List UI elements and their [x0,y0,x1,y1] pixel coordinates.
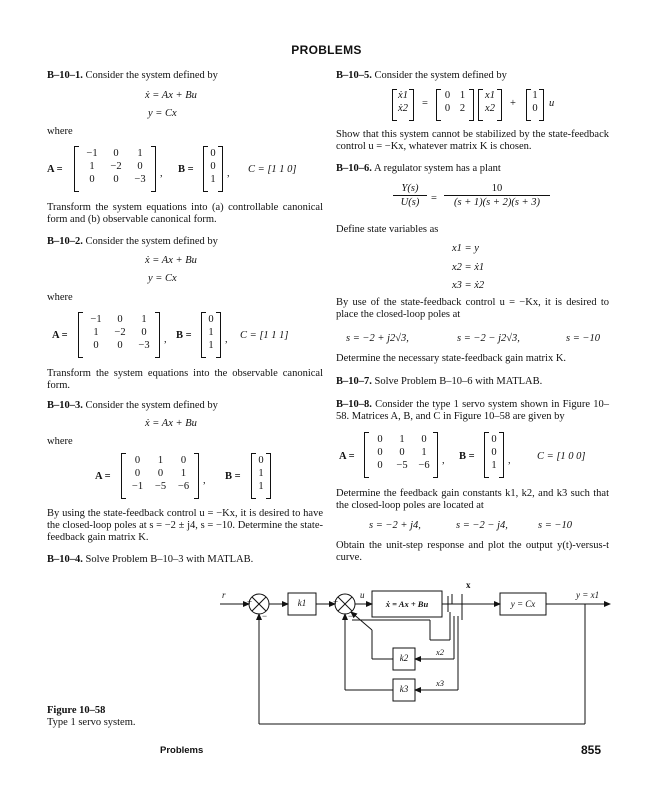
matrix-c: C = [1 1 0] [248,164,297,175]
label-output: y = Cx [510,599,536,609]
matrix-cell: 0 [210,148,216,159]
label-x2: x2 [436,647,445,657]
matrix-cell: 0 [399,447,405,458]
where-label: where [47,126,73,137]
problem-label: B–10–1. [47,70,83,81]
matrix-cell: 0 [532,103,538,114]
problem-body: Transform the system equations into (a) controllable canonical form and (b) observable canonical form. [47,202,323,226]
matrix-cell: 0 [444,90,451,101]
matrix-cell: 1 [399,434,405,445]
matrix-cell: 0 [137,161,143,172]
matrix-cell: 0 [377,447,383,458]
sign-minus-2: − [348,611,354,621]
problem-label: B–10–3. [47,400,83,411]
tf-rhs-denominator: (s + 1)(s + 2)(s + 3) [454,197,540,208]
sign-plus-2: + [333,597,339,607]
matrix-cell: 0 [377,460,383,471]
problem-body: Consider the type 1 servo system shown in Figure 10–58. Matrices A, B, and C in Figure 10–58 are given by [336,399,610,423]
problem-label: B–10–8. [336,399,372,410]
matrix-cell: 1 [491,460,497,471]
label-k2: k2 [399,653,409,663]
vector-cell: ẋ1 [398,90,408,101]
label-y: y = x1 [576,590,600,600]
problem-intro: Consider the system defined by [85,70,218,81]
matrix-c: C = [1 1 1] [240,330,289,341]
label-r: r [222,590,226,600]
problem-body-2: Determine the feedback gain constants k1, k2, and k3 such that the closed-loop poles are located at [336,488,609,512]
matrix-cell: 1 [141,314,147,325]
label-k3: k3 [399,684,409,694]
matrix-cell: −6 [177,481,190,492]
matrix-cell: 0 [491,434,497,445]
matrix-cell: 0 [93,340,99,351]
vector-cell: x1 [485,90,495,101]
problem-text: Solve Problem B–10–3 with MATLAB. [85,554,254,565]
matrix-cell: 1 [180,468,187,479]
problem-intro: Consider the system defined by [85,400,218,411]
state-definition: x3 = ẋ2 [452,280,485,291]
matrix-cell: 1 [89,161,95,172]
matrix-cell: 0 [134,455,141,466]
state-equation: ẋ = Ax + Bu [145,418,197,429]
matrix-cell: 0 [421,434,427,445]
figure-caption-title: Figure 10–58 [47,705,106,716]
matrix-cell: −6 [418,460,430,471]
pole: s = −10 [538,520,573,531]
matrix-cell: 1 [93,327,99,338]
tf-rhs-numerator: 10 [444,183,550,196]
label-x: x [466,580,471,590]
matrix-cell: 0 [377,434,383,445]
pole: s = −10 [566,333,601,344]
matrix-a-label: A = [52,330,68,341]
problem-text: Solve Problem B–10–6 with MATLAB. [374,376,543,387]
matrix-cell: 0 [180,455,187,466]
matrix-cell: 1 [157,455,164,466]
vector-cell: x2 [485,103,495,114]
matrix-cell: −5 [396,460,408,471]
label-x3: x3 [436,678,445,688]
matrix-cell: 0 [258,455,264,466]
matrix-b-label: B = [176,330,192,341]
problem-label: B–10–5. [336,70,372,81]
sign-plus-1: + [247,597,253,607]
problem-body-3: Obtain the unit-step response and plot the output y(t)-versus-t curve. [336,540,609,564]
state-definition: x2 = ẋ1 [452,262,485,273]
matrix-cell: 0 [491,447,497,458]
label-plant: ẋ = Ax + Bu [385,599,429,609]
matrix-cell: 0 [210,161,216,172]
matrix-cell: −3 [134,174,146,185]
matrix-b-label: B = [459,451,475,462]
matrix-cell: −1 [90,314,102,325]
matrix-b-label: B = [225,471,241,482]
vector-cell: ẋ2 [398,103,408,114]
label-k1: k1 [297,598,307,608]
matrix-cell: −1 [86,148,98,159]
output-equation: y = Cx [148,273,177,284]
problem-body: By using the state-feedback control u = −Kx, it is desired to have the closed-loop poles at s = −2 ± j4, s = −10. Determine the state-feedback gain matrix K. [47,508,323,544]
matrix-cell: 1 [532,90,538,101]
matrix-cell: 0 [157,468,164,479]
problem-body: By use of the state-feedback control u = −Kx, it is desired to place the closed-loop poles at [336,297,609,321]
matrix-cell: 1 [210,174,216,185]
tf-denominator: U(s) [400,197,420,208]
matrix-cell: −1 [131,481,144,492]
page-number: 855 [581,743,602,757]
pole: s = −2 + j2√3, [346,333,409,344]
matrix-cell: 1 [459,90,466,101]
matrix-cell: 0 [117,340,123,351]
matrix-cell: 0 [113,148,119,159]
problem-intro: Consider the system defined by [374,70,507,81]
matrix-c: C = [1 0 0] [537,451,586,462]
where-label: where [47,292,73,303]
matrix-cell: −2 [110,161,122,172]
figure-caption [47,705,136,729]
matrix-a-label: A = [95,471,111,482]
matrix-a-label: A = [47,164,63,175]
matrix-cell: −3 [138,340,150,351]
matrix-cell: 0 [117,314,123,325]
state-equation: ẋ = Ax + Bu [145,90,197,101]
label-u: u [360,590,365,600]
page-header: PROBLEMS [291,43,362,57]
matrix-cell: 1 [258,481,264,492]
matrix-a-label: A = [339,451,355,462]
problem-body: Transform the system equations into the observable canonical form. [47,368,323,392]
output-equation: y = Cx [148,108,177,119]
problem-label: B–10–2. [47,236,83,247]
problem-intro: A regulator system has a plant [373,163,501,174]
matrix-cell: 1 [421,447,427,458]
matrix-cell: −2 [114,327,126,338]
matrix-cell: 0 [444,103,451,114]
matrix-b-label: B = [178,164,194,175]
figure-caption-text: Type 1 servo system. [47,717,136,729]
tf-numerator: Y(s) [393,183,427,196]
matrix-cell: 0 [89,174,95,185]
matrix-cell: 0 [208,314,214,325]
pole: s = −2 − j4, [456,520,508,531]
footer-section: Problems [160,745,204,756]
matrix-cell: 1 [137,148,143,159]
matrix-cell: 0 [113,174,119,185]
problem-intro: Consider the system defined by [85,236,218,247]
matrix-cell: 0 [134,468,141,479]
matrix-cell: 1 [258,468,264,479]
where-label: where [47,436,73,447]
determine-text: Determine the necessary state-feedback gain matrix K. [336,353,567,364]
state-definition: x1 = y [452,243,479,254]
problem-body: Show that this system cannot be stabilized by the state-feedback control u = −Kx, whatever matrix K is chosen. [336,129,609,153]
matrix-cell: 2 [459,103,466,114]
matrix-cell: −5 [154,481,167,492]
input-u: u [549,98,555,109]
problem-label: B–10–4. [47,554,83,565]
state-equation: ẋ = Ax + Bu [145,255,197,266]
pole: s = −2 − j2√3, [457,333,520,344]
matrix-cell: 0 [141,327,147,338]
sign-minus-1: − [262,611,268,621]
problem-label: B–10–6. [336,163,372,174]
pole: s = −2 + j4, [369,520,421,531]
matrix-cell: 1 [208,327,214,338]
matrix-cell: 1 [208,340,214,351]
define-text: Define state variables as [336,224,439,235]
problem-label: B–10–7. [336,376,372,387]
